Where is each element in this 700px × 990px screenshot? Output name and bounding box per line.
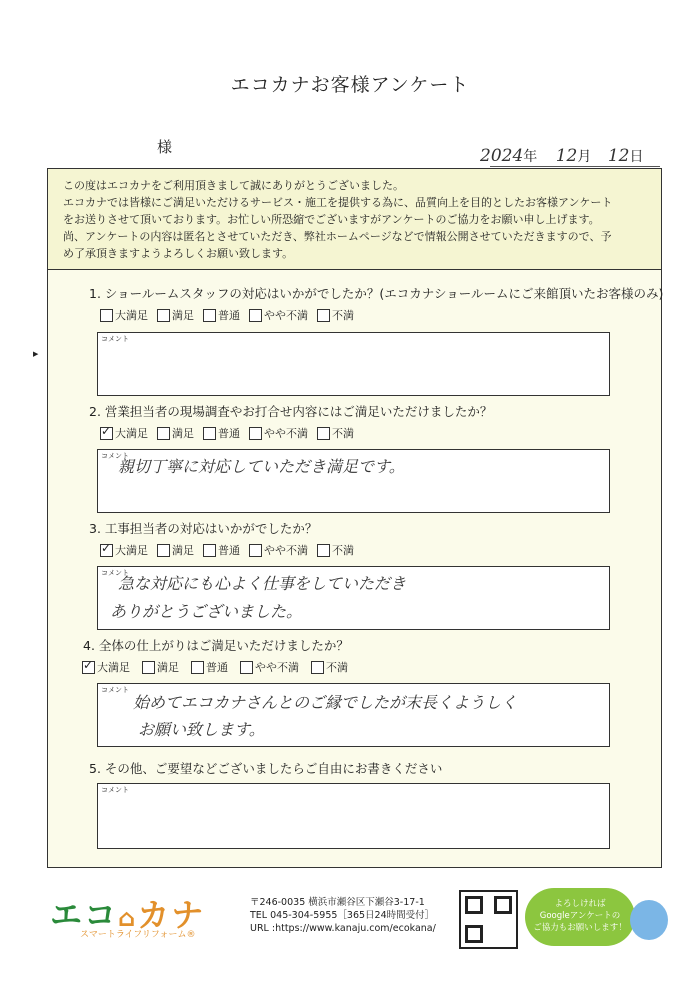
checkbox-satisfied[interactable]	[142, 661, 155, 674]
customer-honorific: 様	[157, 138, 173, 156]
option-label: 大満足	[115, 544, 148, 557]
date-day: 12	[607, 146, 630, 166]
option-label: 不満	[332, 309, 354, 322]
comment-line: 親切丁寧に対応していただき満足です。	[118, 457, 405, 476]
rating-options-3	[100, 542, 363, 558]
question-5: 5. その他、ご要望などございましたらご自由にお書きください	[89, 761, 443, 776]
comment-label: コメント	[101, 452, 129, 460]
comment-label: コメント	[101, 786, 129, 794]
option-label: やや不満	[255, 661, 299, 674]
qr-code-icon[interactable]	[459, 890, 518, 949]
date-month: 12	[555, 146, 578, 166]
intro-line: 尚、アンケートの内容は匿名とさせていただき、弊社ホームページなどで情報公開させていただきますので、予	[63, 230, 612, 243]
checkbox-neutral[interactable]	[203, 309, 216, 322]
logo-kana: カナ	[137, 896, 206, 934]
survey-form	[47, 168, 662, 868]
checkbox-satisfied[interactable]	[157, 544, 170, 557]
checkbox-very-satisfied[interactable]	[82, 661, 95, 674]
option-label: 普通	[206, 661, 228, 674]
option-label: 不満	[332, 427, 354, 440]
question-4: 4. 全体の仕上がりはご満足いただけましたか？	[83, 638, 349, 653]
option-label: 普通	[218, 309, 240, 322]
intro-box	[48, 169, 661, 270]
logo-eco: エコ	[50, 896, 119, 934]
question-3: 3. 工事担当者の対応はいかがでしたか？	[89, 521, 318, 536]
bubble-line: よろしければ	[554, 899, 606, 909]
checkbox-dissatisfied[interactable]	[317, 427, 330, 440]
checkbox-very-satisfied[interactable]	[100, 309, 113, 322]
comment-line: ありがとうございました。	[110, 602, 303, 621]
checkbox-very-satisfied[interactable]	[100, 544, 113, 557]
questions-area	[48, 270, 664, 867]
page-title: エコカナお客様アンケート	[230, 74, 470, 96]
comment-label: コメント	[101, 569, 129, 577]
house-icon: ⌂	[118, 904, 138, 932]
intro-line: め了承頂きますようよろしくお願い致します。	[63, 247, 294, 260]
checkbox-somewhat-dissatisfied[interactable]	[249, 427, 262, 440]
option-label: 不満	[326, 661, 348, 674]
checkbox-satisfied[interactable]	[157, 309, 170, 322]
question-2: 2. 営業担当者の現場調査やお打合せ内容にはご満足いただけましたか？	[89, 404, 493, 419]
option-label: 満足	[172, 309, 194, 322]
website-url: URL :https://www.kanaju.com/ecokana/	[250, 923, 436, 934]
address: 〒246-0035 横浜市瀬谷区下瀬谷3-17-1	[250, 897, 425, 908]
tagline: スマートライフリフォーム®	[80, 930, 196, 940]
checkbox-somewhat-dissatisfied[interactable]	[249, 309, 262, 322]
comment-label: コメント	[101, 335, 129, 343]
mascot-icon	[630, 900, 668, 940]
intro-line: をお送りさせて頂いております。お忙しい所恐縮でございますがアンケートのご協力をお願い申し上げます。	[63, 213, 600, 226]
option-label: 満足	[172, 427, 194, 440]
option-label: やや不満	[264, 544, 308, 557]
comment-box-1[interactable]	[97, 332, 610, 396]
option-label: やや不満	[264, 309, 308, 322]
date-month-unit: 月	[577, 149, 592, 165]
intro-line: エコカナでは皆様にご満足いただけるサービス・施工を提供する為に、品質向上を目的としたお客様アンケート	[63, 196, 613, 209]
checkbox-somewhat-dissatisfied[interactable]	[240, 661, 253, 674]
comment-line: 急な対応にも心よく仕事をしていただき	[118, 574, 407, 593]
checkbox-very-satisfied[interactable]	[100, 427, 113, 440]
option-label: やや不満	[264, 427, 308, 440]
comment-box-2[interactable]	[97, 449, 610, 513]
footer	[0, 880, 700, 990]
checkbox-somewhat-dissatisfied[interactable]	[249, 544, 262, 557]
date-year-unit: 年	[523, 149, 538, 165]
option-label: 大満足	[97, 661, 130, 674]
triangle-marker-icon: ▶	[33, 350, 39, 358]
google-survey-bubble	[525, 888, 635, 946]
checkbox-neutral[interactable]	[203, 427, 216, 440]
contact-info	[250, 896, 436, 935]
phone: TEL 045-304-5955［365日24時間受付］	[250, 910, 435, 921]
comment-line: お願い致します。	[138, 720, 265, 739]
option-label: 大満足	[115, 309, 148, 322]
comment-box-4[interactable]	[97, 683, 610, 747]
option-label: 満足	[172, 544, 194, 557]
date-underline	[490, 166, 660, 167]
option-label: 大満足	[115, 427, 148, 440]
question-1: 1. ショールームスタッフの対応はいかがでしたか？(エコカナショールームにご来館頂いたお客様のみ)	[89, 286, 664, 301]
comment-line: 始めてエコカナさんとのご縁でしたが末長くようしく	[133, 693, 518, 712]
rating-options-1	[100, 307, 363, 323]
intro-line: この度はエコカナをご利用頂きまして誠にありがとうございました。	[63, 179, 404, 192]
checkbox-dissatisfied[interactable]	[317, 544, 330, 557]
bubble-line: Googleアンケートの	[539, 911, 621, 921]
date	[480, 146, 643, 166]
checkbox-neutral[interactable]	[191, 661, 204, 674]
rating-options-2	[100, 425, 363, 441]
date-day-unit: 日	[629, 149, 644, 165]
option-label: 満足	[157, 661, 179, 674]
option-label: 不満	[332, 544, 354, 557]
comment-label: コメント	[101, 686, 129, 694]
comment-box-5[interactable]	[97, 783, 610, 849]
option-label: 普通	[218, 544, 240, 557]
checkbox-satisfied[interactable]	[157, 427, 170, 440]
comment-box-3[interactable]	[97, 566, 610, 630]
rating-options-4	[82, 659, 357, 675]
bubble-line: ご協力もお願いします！	[533, 923, 627, 933]
checkbox-neutral[interactable]	[203, 544, 216, 557]
option-label: 普通	[218, 427, 240, 440]
date-year: 2024	[480, 146, 524, 166]
checkbox-dissatisfied[interactable]	[317, 309, 330, 322]
checkbox-dissatisfied[interactable]	[311, 661, 324, 674]
